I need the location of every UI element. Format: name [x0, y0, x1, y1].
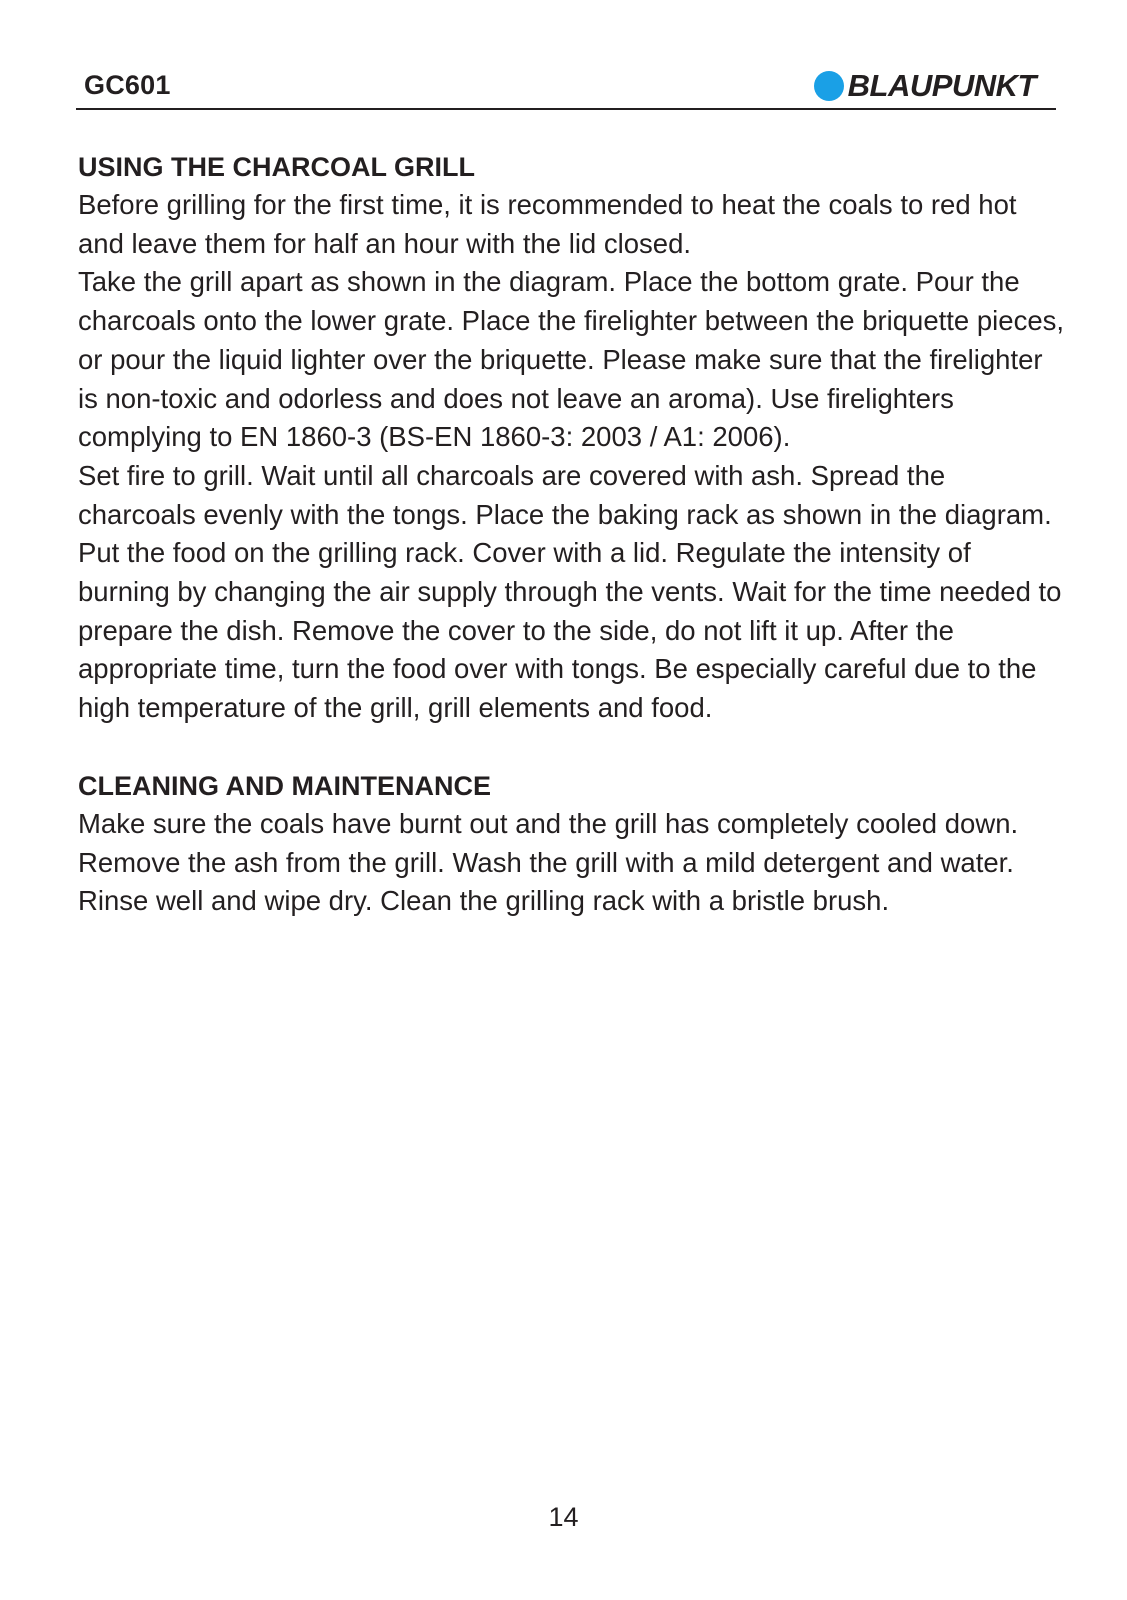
paragraph: Make sure the coals have burnt out and the grill has completely cooled down. Remove the ash from the grill. Wash the grill with a mild detergent and water. Rinse well and wipe dry. Clean the grilling rack with a bristle brush. [78, 807, 1019, 917]
page-header [76, 66, 1056, 110]
model-number: GC601 [84, 70, 171, 100]
page-number: 14 [548, 1502, 579, 1532]
section-heading: CLEANING AND MAINTENANCE [78, 770, 491, 801]
section-heading: USING THE CHARCOAL GRILL [78, 152, 475, 182]
document-body [78, 148, 1068, 921]
paragraph: Put the food on the grilling rack. Cover with a lid. Regulate the intensity of burning by changing the air supply through the vents. Wait for the time needed to prepare the dish. Remove the cover to the side, do not lift it up. After the appropriate time, turn the food over with tongs. Be especially careful due to the high temperature of the grill, grill elements and food. [78, 537, 1062, 724]
section-cleaning-maintenance [78, 767, 1068, 921]
brand-logo [814, 69, 1036, 103]
paragraph: Before grilling for the first time, it is recommended to heat the coals to red hot and leave them for half an hour with the lid closed. [78, 189, 1017, 259]
paragraph: Take the grill apart as shown in the diagram. Place the bottom grate. Pour the charcoals onto the lower grate. Place the firelighter between the briquette pieces, or pour the liquid lighter over the briquette. Please make sure that the firelighter is non-toxic and odorless and does not leave an aroma). Use firelighters complying to EN 1860-3 (BS-EN 1860-3: 2003 / A1: 2006). [78, 266, 1064, 453]
brand-name: BLAUPUNKT [847, 68, 1036, 103]
paragraph: Set fire to grill. Wait until all charcoals are covered with ash. Spread the charcoals evenly with the tongs. Place the baking rack as shown in the diagram. [78, 459, 1052, 530]
blue-dot-icon [814, 71, 844, 101]
section-charcoal-grill [78, 148, 1068, 728]
